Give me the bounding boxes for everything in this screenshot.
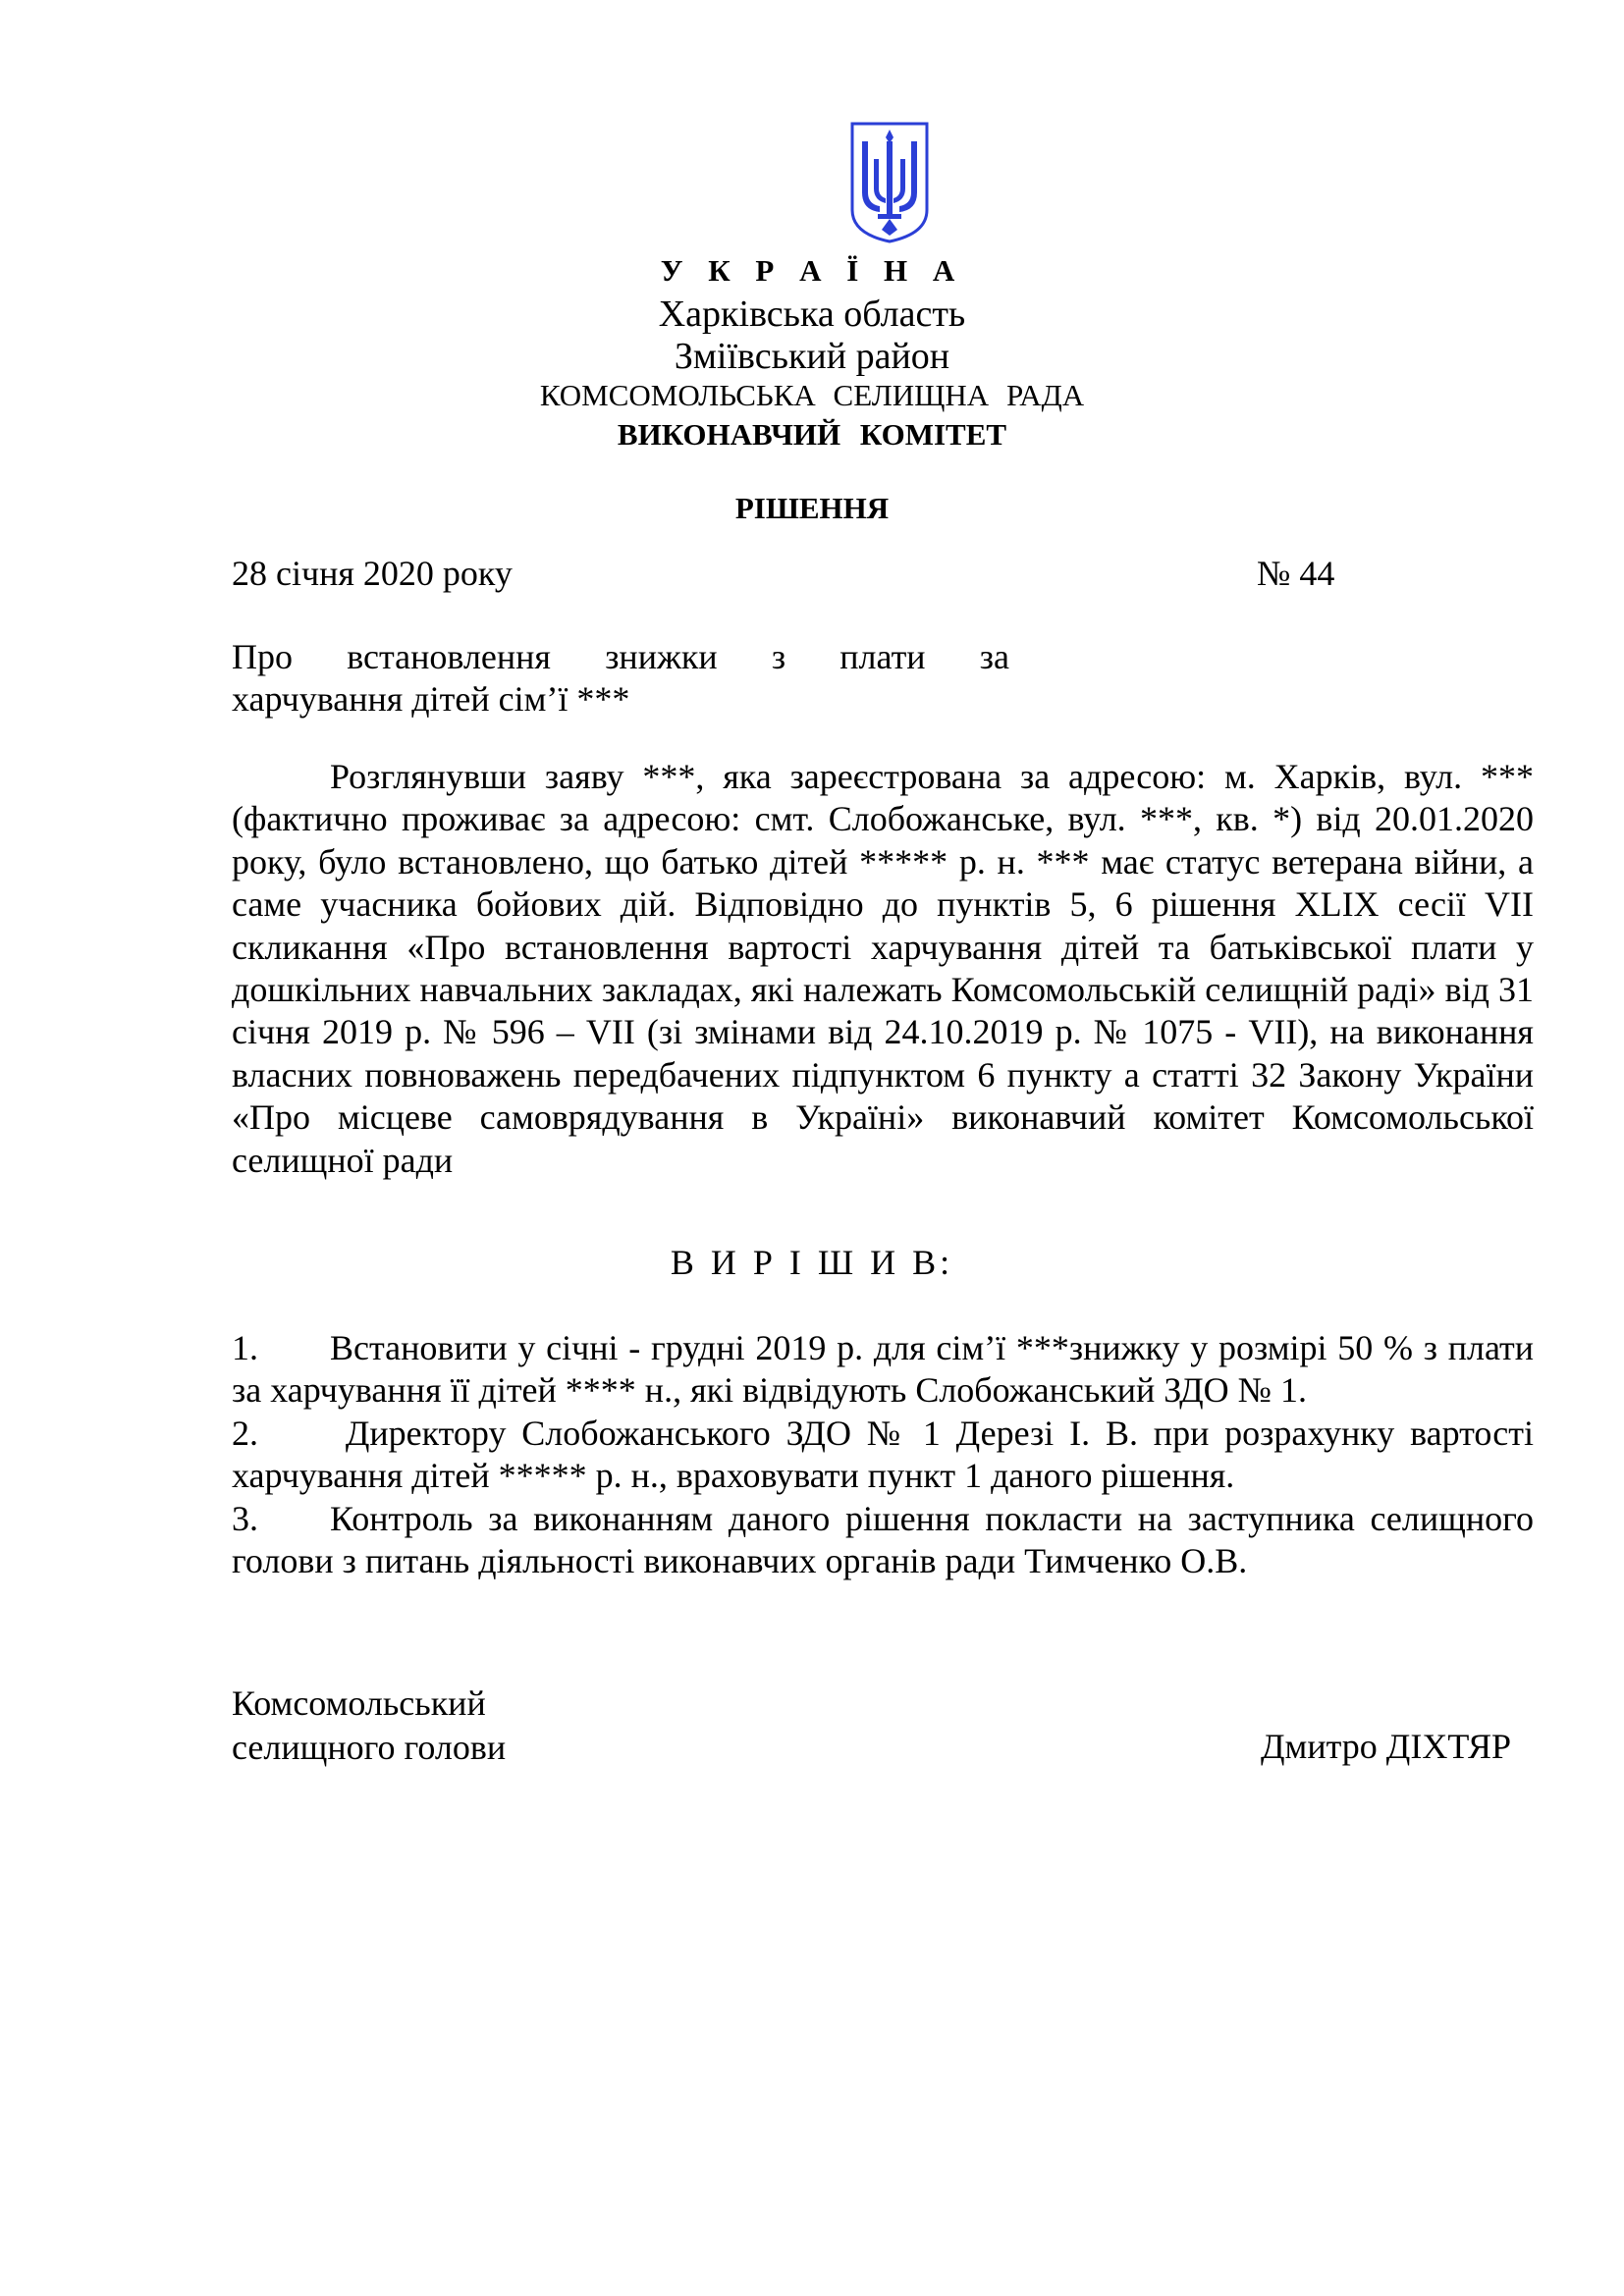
decided-heading: В И Р І Ш И В:	[670, 1243, 954, 1282]
coat-of-arms-of-ukraine-icon	[848, 120, 931, 245]
signatory-title-line-1: Комсомольський	[232, 1683, 486, 1723]
subject-line-2: харчування дітей сім’ї ***	[232, 679, 630, 719]
rayon-line: Зміївський район	[674, 336, 950, 377]
signatory-title-line-2: селищного голови	[232, 1728, 507, 1767]
item-text: Встановити у січні - грудні 2019 р. для сім’ї ***знижку у розмірі 50 % з плати за харчування її дітей **** н., які відвідують Слобожанський ЗДО № 1.	[232, 1328, 1534, 1411]
list-item	[232, 1498, 1534, 1583]
signatory-title	[232, 1682, 506, 1770]
item-text: Контроль за виконанням даного рішення покласти на заступника селищного голови з питань діяльності виконавчих органів ради Тимченко О.В.	[232, 1498, 1534, 1581]
item-number: 1.	[232, 1328, 258, 1367]
oblast-line: Харківська область	[658, 294, 966, 335]
item-number: 2.	[232, 1413, 258, 1453]
signatory-name: Дмитро ДІХТЯР	[1261, 1727, 1511, 1766]
subject-line-1: Про встановлення знижки з плати за	[232, 637, 1009, 676]
item-text: Директору Слобожанського ЗДО № 1 Дерезі І. В. при розрахунку вартості харчування дітей ***** р. н., враховувати пункт 1 даного рішення.	[232, 1413, 1534, 1496]
document-type-heading: РІШЕННЯ	[734, 491, 890, 525]
decision-number: № 44	[1257, 554, 1335, 593]
decision-subject	[232, 636, 1009, 721]
decision-date: 28 січня 2020 року	[232, 554, 513, 593]
council-line: КОМСОМОЛЬСЬКА СЕЛИЩНА РАДА	[539, 378, 1085, 412]
body-paragraph: Розглянувши заяву ***, яка зареєстрована за адресою: м. Харків, вул. *** (фактично проживає за адресою: смт. Слобожанське, вул. ***, кв. *) від 20.01.2020 року, було встановлено, що батько дітей ***** р. н. *** має статус ветерана війни, а саме учасника бойових дій. Відповідно до пунктів 5, 6 рішення XLIX сесії VII скликання «Про встановлення вартості харчування дітей та батьківської плати у дошкільних навчальних закладах, які належать Комсомольській селищній раді» від 31 січня 2019 р. № 596 – VII (зі змінами від 24.10.2019 р. № 1075 - VII), на виконання власних повноважень передбачених підпунктом 6 пункту а статті 32 Закону України «Про місцеве самоврядування в Україні» виконавчий комітет Комсомольської селищної ради	[232, 757, 1534, 1180]
list-item	[232, 1327, 1534, 1413]
executive-committee-line: ВИКОНАВЧИЙ КОМІТЕТ	[617, 417, 1007, 452]
decision-items-list	[232, 1327, 1534, 1582]
item-number: 3.	[232, 1498, 258, 1538]
list-item	[232, 1413, 1534, 1498]
country-heading: У К Р А Ї Н А	[660, 253, 964, 288]
